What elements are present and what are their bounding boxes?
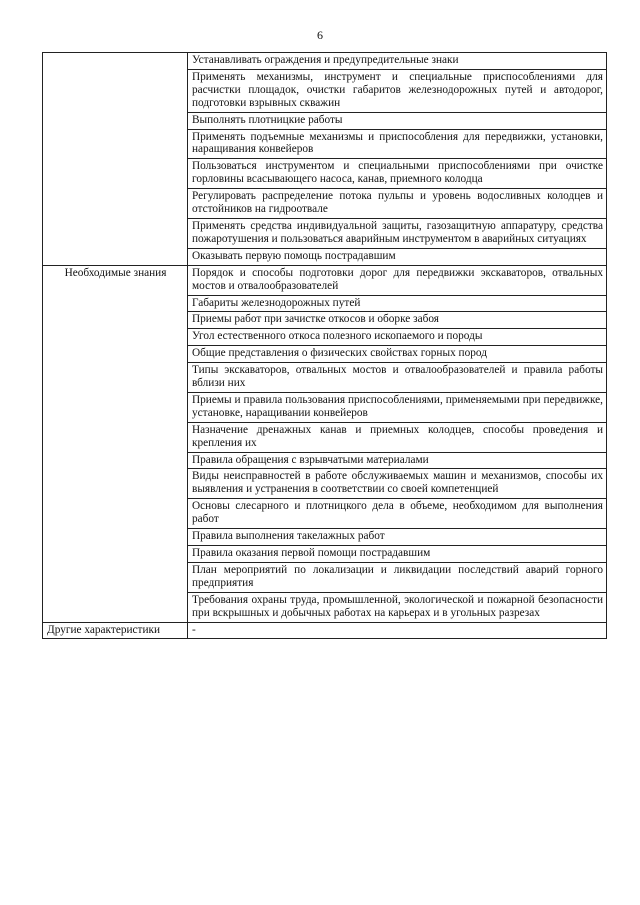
skill-item: Применять механизмы, инструмент и специальные приспособлениями для расчистки площадок, очистки габаритов железнодорожных путей и автодорог, подготовки взрывных скважин xyxy=(188,69,607,112)
skill-item: Устанавливать ограждения и предупредительные знаки xyxy=(188,53,607,70)
table-row xyxy=(43,265,607,295)
knowledge-item: План мероприятий по локализации и ликвидации последствий аварий горного предприятия xyxy=(188,562,607,592)
knowledge-item: Общие представления о физических свойствах горных пород xyxy=(188,346,607,363)
knowledge-item: Требования охраны труда, промышленной, экологической и пожарной безопасности при вскрышных и добычных работах на карьерах и в угольных разрезах xyxy=(188,592,607,622)
knowledge-item: Приемы работ при зачистке откосов и оборке забоя xyxy=(188,312,607,329)
knowledge-item: Типы экскаваторов, отвальных мостов и отвалообразователей и правила работы вблизи них xyxy=(188,363,607,393)
knowledge-item: Приемы и правила пользования приспособлениями, применяемыми при передвижке, установке, наращивании конвейеров xyxy=(188,392,607,422)
knowledge-item: Виды неисправностей в работе обслуживаемых машин и механизмов, способы их выявления и устранения в соответствии со своей компетенцией xyxy=(188,469,607,499)
knowledge-item: Основы слесарного и плотницкого дела в объеме, необходимом для выполнения работ xyxy=(188,499,607,529)
knowledge-item: Назначение дренажных канав и приемных колодцев, способы проведения и крепления их xyxy=(188,422,607,452)
knowledge-item: Правила обращения с взрывчатыми материалами xyxy=(188,452,607,469)
knowledge-item: Правила оказания первой помощи пострадавшим xyxy=(188,546,607,563)
knowledge-item: Порядок и способы подготовки дорог для передвижки экскаваторов, отвальных мостов и отвалообразователей xyxy=(188,265,607,295)
knowledge-item: Правила выполнения такелажных работ xyxy=(188,529,607,546)
skill-item: Пользоваться инструментом и специальными приспособлениями при очистке горловины всасывающего насоса, канав, приемного колодца xyxy=(188,159,607,189)
table-row xyxy=(43,53,607,70)
table-row xyxy=(43,622,607,639)
knowledge-item: Угол естественного откоса полезного ископаемого и породы xyxy=(188,329,607,346)
section-label-knowledge: Необходимые знания xyxy=(43,265,188,622)
skill-item: Применять средства индивидуальной защиты, газозащитную аппаратуру, средства пожаротушения и пользоваться аварийным инструментом в аварийных ситуациях xyxy=(188,218,607,248)
skill-item: Регулировать распределение потока пульпы и уровень водосливных колодцев и отстойников на гидроотвале xyxy=(188,189,607,219)
page-number: 6 xyxy=(317,28,323,42)
knowledge-item: Габариты железнодорожных путей xyxy=(188,295,607,312)
other-item: - xyxy=(188,622,607,639)
skill-item: Выполнять плотницкие работы xyxy=(188,112,607,129)
skill-item: Оказывать первую помощь пострадавшим xyxy=(188,248,607,265)
section-label-other: Другие характеристики xyxy=(43,622,188,639)
skill-item: Применять подъемные механизмы и приспособления для передвижки, установки, наращивания конвейеров xyxy=(188,129,607,159)
section-label-empty xyxy=(43,53,188,266)
qualification-table xyxy=(42,52,607,639)
